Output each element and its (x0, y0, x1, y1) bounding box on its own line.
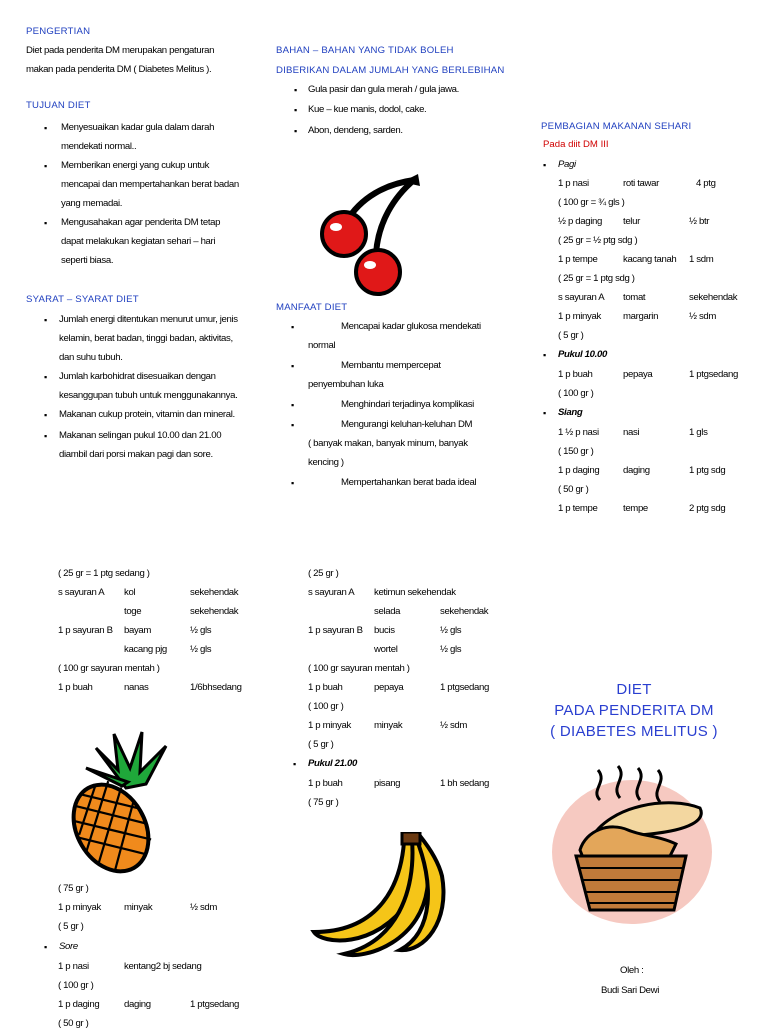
tujuan-item-1b: mendekati normal.. (61, 141, 137, 152)
table-cell: ( 5 gr ) (58, 921, 84, 932)
manfaat-item-4a: Mengurangi keluhan-keluhan DM (341, 419, 473, 430)
bullet: ▪ (44, 123, 48, 133)
table-cell: sekehendak (190, 587, 239, 598)
table-cell: 1 p buah (558, 369, 593, 380)
table-cell: 1 p minyak (58, 902, 101, 913)
table-cell: ( 25 gr = 1 ptg sedang ) (58, 568, 150, 579)
table-cell: ½ gls (440, 644, 462, 655)
manfaat-item-4b: ( banyak makan, banyak minum, banyak (308, 438, 468, 449)
table-cell: daging (124, 999, 151, 1010)
table-cell: ( 50 gr ) (58, 1018, 89, 1029)
bullet: ▪ (543, 350, 547, 360)
manfaat-item-1a: Mencapai kadar glukosa mendekati (341, 321, 481, 332)
table-cell: ( 100 gr ) (58, 980, 94, 991)
tujuan-item-2b: mencapai dan mempertahankan berat badan (61, 179, 239, 190)
table-cell: roti tawar (623, 178, 659, 189)
pengertian-heading: PENGERTIAN (26, 26, 91, 37)
bullet: ▪ (294, 105, 298, 115)
table-cell: ½ gls (440, 625, 462, 636)
bullet: ▪ (291, 361, 295, 371)
pukul-10-label: Pukul 10.00 (558, 349, 607, 360)
table-cell: nasi (623, 427, 640, 438)
table-cell: ½ gls (190, 644, 212, 655)
table-cell: ( 100 gr = ¾ gls ) (558, 197, 625, 208)
bullet: ▪ (291, 420, 295, 430)
pembagian-subheading: Pada diit DM III (543, 139, 609, 150)
bananas-illustration (304, 832, 452, 960)
table-cell: s sayuran A (58, 587, 105, 598)
table-cell: 1 p buah (308, 682, 343, 693)
table-cell: 1 ptgsedang (440, 682, 489, 693)
tujuan-item-2a: Memberikan energi yang cukup untuk (61, 160, 210, 171)
table-cell: 1 p daging (58, 999, 100, 1010)
table-cell: ½ gls (190, 625, 212, 636)
table-cell: 2 ptg sdg (689, 503, 726, 514)
cover-oleh: Oleh : (620, 965, 644, 976)
table-cell: 1 ptgsedang (190, 999, 239, 1010)
table-cell: pepaya (374, 682, 404, 693)
bullet: ▪ (44, 315, 48, 325)
bahan-item-1: Gula pasir dan gula merah / gula jawa. (308, 84, 459, 95)
table-cell: ketimun sekehendak (374, 587, 456, 598)
bread-basket-illustration (550, 760, 714, 926)
pembagian-heading: PEMBAGIAN MAKANAN SEHARI (541, 121, 692, 132)
cover-title-3: ( DIABETES MELITUS ) (550, 723, 718, 740)
manfaat-item-5: Mempertahankan berat bada ideal (341, 477, 477, 488)
bullet: ▪ (294, 126, 298, 136)
table-cell: 1 sdm (689, 254, 714, 265)
manfaat-item-2a: Membantu mempercepat (341, 360, 441, 371)
bullet: ▪ (44, 161, 48, 171)
manfaat-item-3: Menghindari terjadinya komplikasi (341, 399, 474, 410)
table-cell: 1 p tempe (558, 254, 598, 265)
table-cell: s sayuran A (308, 587, 355, 598)
bullet: ▪ (44, 372, 48, 382)
table-cell: 1 p sayuran B (308, 625, 363, 636)
pukul-21-label: Pukul 21.00 (308, 758, 357, 769)
bullet: ▪ (293, 759, 297, 769)
table-cell: tempe (623, 503, 648, 514)
syarat-item-2a: Jumlah karbohidrat disesuaikan dengan (59, 371, 216, 382)
table-cell: 1 p buah (58, 682, 93, 693)
cover-author: Budi Sari Dewi (601, 985, 660, 996)
table-cell: nanas (124, 682, 149, 693)
table-cell: ( 100 gr sayuran mentah ) (308, 663, 410, 674)
table-cell: 1 p daging (558, 465, 600, 476)
table-cell: margarin (623, 311, 659, 322)
table-cell: ( 150 gr ) (558, 446, 594, 457)
table-cell: 1 bh sedang (440, 778, 489, 789)
table-cell: ½ sdm (190, 902, 218, 913)
bullet: ▪ (543, 408, 547, 418)
tujuan-item-1a: Menyesuaikan kadar gula dalam darah (61, 122, 215, 133)
tujuan-item-3c: seperti biasa. (61, 255, 114, 266)
pengertian-line-2: makan pada penderita DM ( Diabetes Melitus ). (26, 64, 212, 75)
table-cell: 1 ½ p nasi (558, 427, 599, 438)
table-cell: kentang2 bj sedang (124, 961, 202, 972)
syarat-item-1b: kelamin, berat badan, tinggi badan, aktivitas, (59, 333, 233, 344)
table-cell: kol (124, 587, 136, 598)
bullet: ▪ (294, 85, 298, 95)
cherries-illustration (316, 172, 424, 300)
table-cell: ( 25 gr = ½ ptg sdg ) (558, 235, 638, 246)
syarat-item-3: Makanan cukup protein, vitamin dan mineral. (59, 409, 235, 420)
table-cell: 1 p tempe (558, 503, 598, 514)
table-cell: 1 p sayuran B (58, 625, 113, 636)
bahan-heading-1: BAHAN – BAHAN YANG TIDAK BOLEH (276, 45, 454, 56)
bullet: ▪ (44, 431, 48, 441)
tujuan-item-3a: Mengusahakan agar penderita DM tetap (61, 217, 221, 228)
table-cell: wortel (374, 644, 398, 655)
table-cell: tomat (623, 292, 646, 303)
table-cell: ( 100 gr ) (558, 388, 594, 399)
table-cell: sekehendak (689, 292, 738, 303)
table-cell: kacang tanah (623, 254, 677, 265)
table-cell: selada (374, 606, 401, 617)
table-cell: 4 ptg (696, 178, 716, 189)
table-cell: ½ sdm (689, 311, 717, 322)
syarat-item-4a: Makanan selingan pukul 10.00 dan 21.00 (59, 430, 222, 441)
bahan-heading-2: DIBERIKAN DALAM JUMLAH YANG BERLEBIHAN (276, 65, 505, 76)
manfaat-item-2b: penyembuhan luka (308, 379, 384, 390)
table-cell: ½ p daging (558, 216, 602, 227)
bullet: ▪ (291, 322, 295, 332)
syarat-item-1c: dan suhu tubuh. (59, 352, 123, 363)
bullet: ▪ (44, 218, 48, 228)
syarat-item-4b: diambil dari porsi makan pagi dan sore. (59, 449, 213, 460)
bullet: ▪ (44, 410, 48, 420)
table-cell: 1 p minyak (558, 311, 601, 322)
table-cell: pisang (374, 778, 401, 789)
table-cell: ( 25 gr ) (308, 568, 339, 579)
tujuan-item-2c: yang memadai. (61, 198, 123, 209)
syarat-item-1a: Jumlah energi ditentukan menurut umur, jenis (59, 314, 238, 325)
sore-label: Sore (59, 941, 78, 952)
pengertian-line-1: Diet pada penderita DM merupakan pengaturan (26, 45, 215, 56)
table-cell: ( 50 gr ) (558, 484, 589, 495)
bullet: ▪ (291, 478, 295, 488)
table-cell: daging (623, 465, 650, 476)
table-cell: 1 gls (689, 427, 708, 438)
table-cell: 1 p minyak (308, 720, 351, 731)
siang-label: Siang (558, 407, 583, 418)
manfaat-heading: MANFAAT DIET (276, 302, 348, 313)
bullet: ▪ (291, 400, 295, 410)
table-cell: ( 75 gr ) (308, 797, 339, 808)
table-cell: 1 p buah (308, 778, 343, 789)
table-cell: sekehendak (440, 606, 489, 617)
table-cell: 1 ptg sdg (689, 465, 726, 476)
table-cell: ( 100 gr ) (308, 701, 344, 712)
bahan-item-3: Abon, dendeng, sarden. (308, 125, 403, 136)
table-cell: toge (124, 606, 142, 617)
table-cell: sekehendak (190, 606, 239, 617)
table-cell: 1/6bhsedang (190, 682, 242, 693)
table-cell: ½ sdm (440, 720, 468, 731)
table-cell: bayam (124, 625, 152, 636)
bullet: ▪ (543, 160, 547, 170)
table-cell: ( 5 gr ) (308, 739, 334, 750)
bahan-item-2: Kue – kue manis, dodol, cake. (308, 104, 427, 115)
cover-title-2: PADA PENDERITA DM (554, 702, 714, 719)
table-cell: bucis (374, 625, 395, 636)
table-cell: 1 p nasi (558, 178, 589, 189)
table-cell: ( 75 gr ) (58, 883, 89, 894)
syarat-heading: SYARAT – SYARAT DIET (26, 294, 139, 305)
cover-title-1: DIET (616, 681, 652, 698)
table-cell: telur (623, 216, 640, 227)
manfaat-item-1b: normal (308, 340, 336, 351)
table-cell: ( 5 gr ) (558, 330, 584, 341)
table-cell: pepaya (623, 369, 653, 380)
bullet: ▪ (44, 942, 48, 952)
table-cell: ( 100 gr sayuran mentah ) (58, 663, 160, 674)
pineapple-illustration (56, 728, 176, 878)
table-cell: minyak (124, 902, 153, 913)
table-cell: s sayuran A (558, 292, 605, 303)
table-cell: 1 p nasi (58, 961, 89, 972)
tujuan-heading: TUJUAN DIET (26, 100, 91, 111)
table-cell: minyak (374, 720, 403, 731)
tujuan-item-3b: dapat melakukan kegiatan sehari – hari (61, 236, 216, 247)
table-cell: 1 ptgsedang (689, 369, 738, 380)
table-cell: ½ btr (689, 216, 710, 227)
pagi-label: Pagi (558, 159, 576, 170)
table-cell: ( 25 gr = 1 ptg sdg ) (558, 273, 635, 284)
table-cell: kacang pjg (124, 644, 167, 655)
syarat-item-2b: kesanggupan tubuh untuk menggunakannya. (59, 390, 238, 401)
manfaat-item-4c: kencing ) (308, 457, 344, 468)
